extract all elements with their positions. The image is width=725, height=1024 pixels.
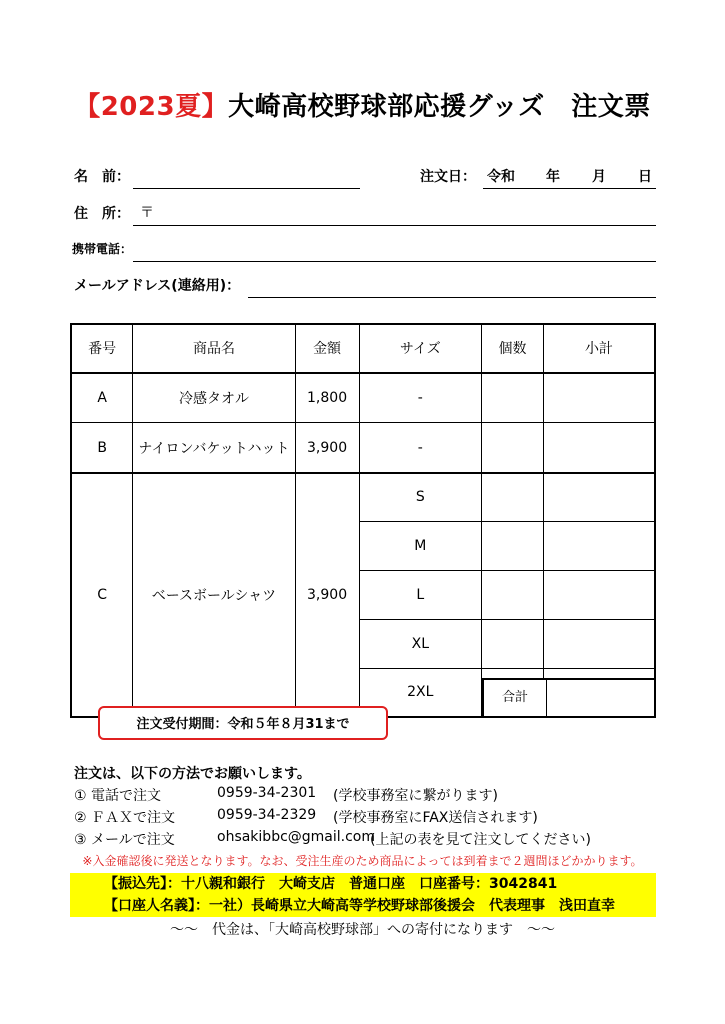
row-id: C [71, 473, 133, 717]
header-cell: サイズ [359, 324, 482, 373]
size-option: L [359, 570, 482, 619]
row-id: B [71, 423, 133, 473]
postal-mark: 〒 [140, 205, 154, 221]
order-date-label: 注文日： [420, 169, 476, 185]
header-cell: 個数 [482, 324, 544, 373]
method-label: ① 電話で注文 [74, 788, 162, 804]
title-main: 大崎高校野球部応援グッズ 注文票 [228, 92, 651, 122]
name-field-line[interactable] [133, 188, 360, 189]
method-value[interactable]: ohsakibbc@gmail.com [217, 829, 376, 845]
subtotal-cell[interactable] [543, 619, 655, 668]
quantity-cell[interactable] [482, 522, 544, 571]
row-price: 3,900 [295, 423, 359, 473]
quantity-cell[interactable] [482, 570, 544, 619]
method-note: (学校事務室に繋がります) [333, 788, 498, 804]
subtotal-cell[interactable] [543, 473, 655, 522]
size-option: M [359, 522, 482, 571]
phone-field-line[interactable] [133, 261, 656, 262]
donation-footer: ～～ 代金は、「大崎高校野球部」への寄付になります ～～ [170, 922, 555, 938]
table-row [71, 423, 655, 473]
caution-note: ※入金確認後に発送となります。なお、受注生産のため商品によっては到着まで２週間ほどかかります。 [82, 854, 643, 868]
address-field-line[interactable] [133, 225, 656, 226]
row-product: 冷感タオル [133, 373, 295, 423]
table-row [71, 473, 655, 522]
row-size: - [359, 373, 482, 423]
row-product: ナイロンバケットハット [133, 423, 295, 473]
address-label: 住 所： [74, 206, 130, 222]
method-value: 0959-34-2301 [217, 785, 317, 801]
row-id: A [71, 373, 133, 423]
email-field-line[interactable] [248, 297, 656, 298]
method-label: ② ＦＡＸで注文 [74, 810, 176, 826]
bank-account-holder: 【口座人名義】：一社）長崎県立大崎高等学校野球部後援会 代表理事 浅田直幸 [70, 895, 656, 917]
header-cell: 番号 [71, 324, 133, 373]
quantity-cell[interactable] [482, 473, 544, 522]
row-price: 3,900 [295, 473, 359, 717]
title-prefix: 【2023夏】 [74, 92, 229, 122]
subtotal-cell[interactable] [543, 423, 655, 473]
quantity-cell[interactable] [482, 423, 544, 473]
order-date-year: 年 [546, 169, 560, 185]
header-cell: 小計 [543, 324, 655, 373]
email-label: メールアドレス(連絡用)： [74, 278, 241, 294]
size-option: 2XL [359, 668, 482, 717]
order-period-box: 注文受付期間：令和５年８月31まで [98, 706, 388, 740]
header-cell: 商品名 [133, 324, 295, 373]
page-title [0, 86, 725, 123]
order-date-day: 日 [638, 169, 652, 185]
quantity-cell[interactable] [482, 373, 544, 423]
subtotal-cell[interactable] [543, 373, 655, 423]
subtotal-cell[interactable] [543, 570, 655, 619]
method-label: ③ メールで注文 [74, 832, 175, 848]
row-size: - [359, 423, 482, 473]
table-header-row [71, 324, 655, 373]
total-box [482, 678, 656, 718]
order-table [70, 323, 656, 718]
phone-label: 携帯電話： [72, 242, 133, 256]
total-value-cell[interactable] [547, 680, 654, 716]
header-cell: 金額 [295, 324, 359, 373]
bank-transfer-info: 【振込先】：十八親和銀行 大崎支店 普通口座 口座番号：3042841 [70, 873, 656, 895]
total-label: 合計 [484, 680, 547, 716]
order-date-era: 令和 [487, 169, 515, 185]
quantity-cell[interactable] [482, 619, 544, 668]
size-option: S [359, 473, 482, 522]
method-value: 0959-34-2329 [217, 807, 317, 823]
table-row [71, 373, 655, 423]
order-date-month: 月 [592, 169, 606, 185]
order-date-line[interactable] [483, 188, 656, 189]
method-note: (上記の表を見て注文してください) [370, 832, 591, 848]
row-price: 1,800 [295, 373, 359, 423]
name-label: 名 前： [74, 169, 130, 185]
row-product: ベースボールシャツ [133, 473, 295, 717]
method-note: (学校事務室にFAX送信されます) [333, 810, 538, 826]
size-option: XL [359, 619, 482, 668]
subtotal-cell[interactable] [543, 522, 655, 571]
methods-intro: 注文は、以下の方法でお願いします。 [74, 766, 311, 782]
